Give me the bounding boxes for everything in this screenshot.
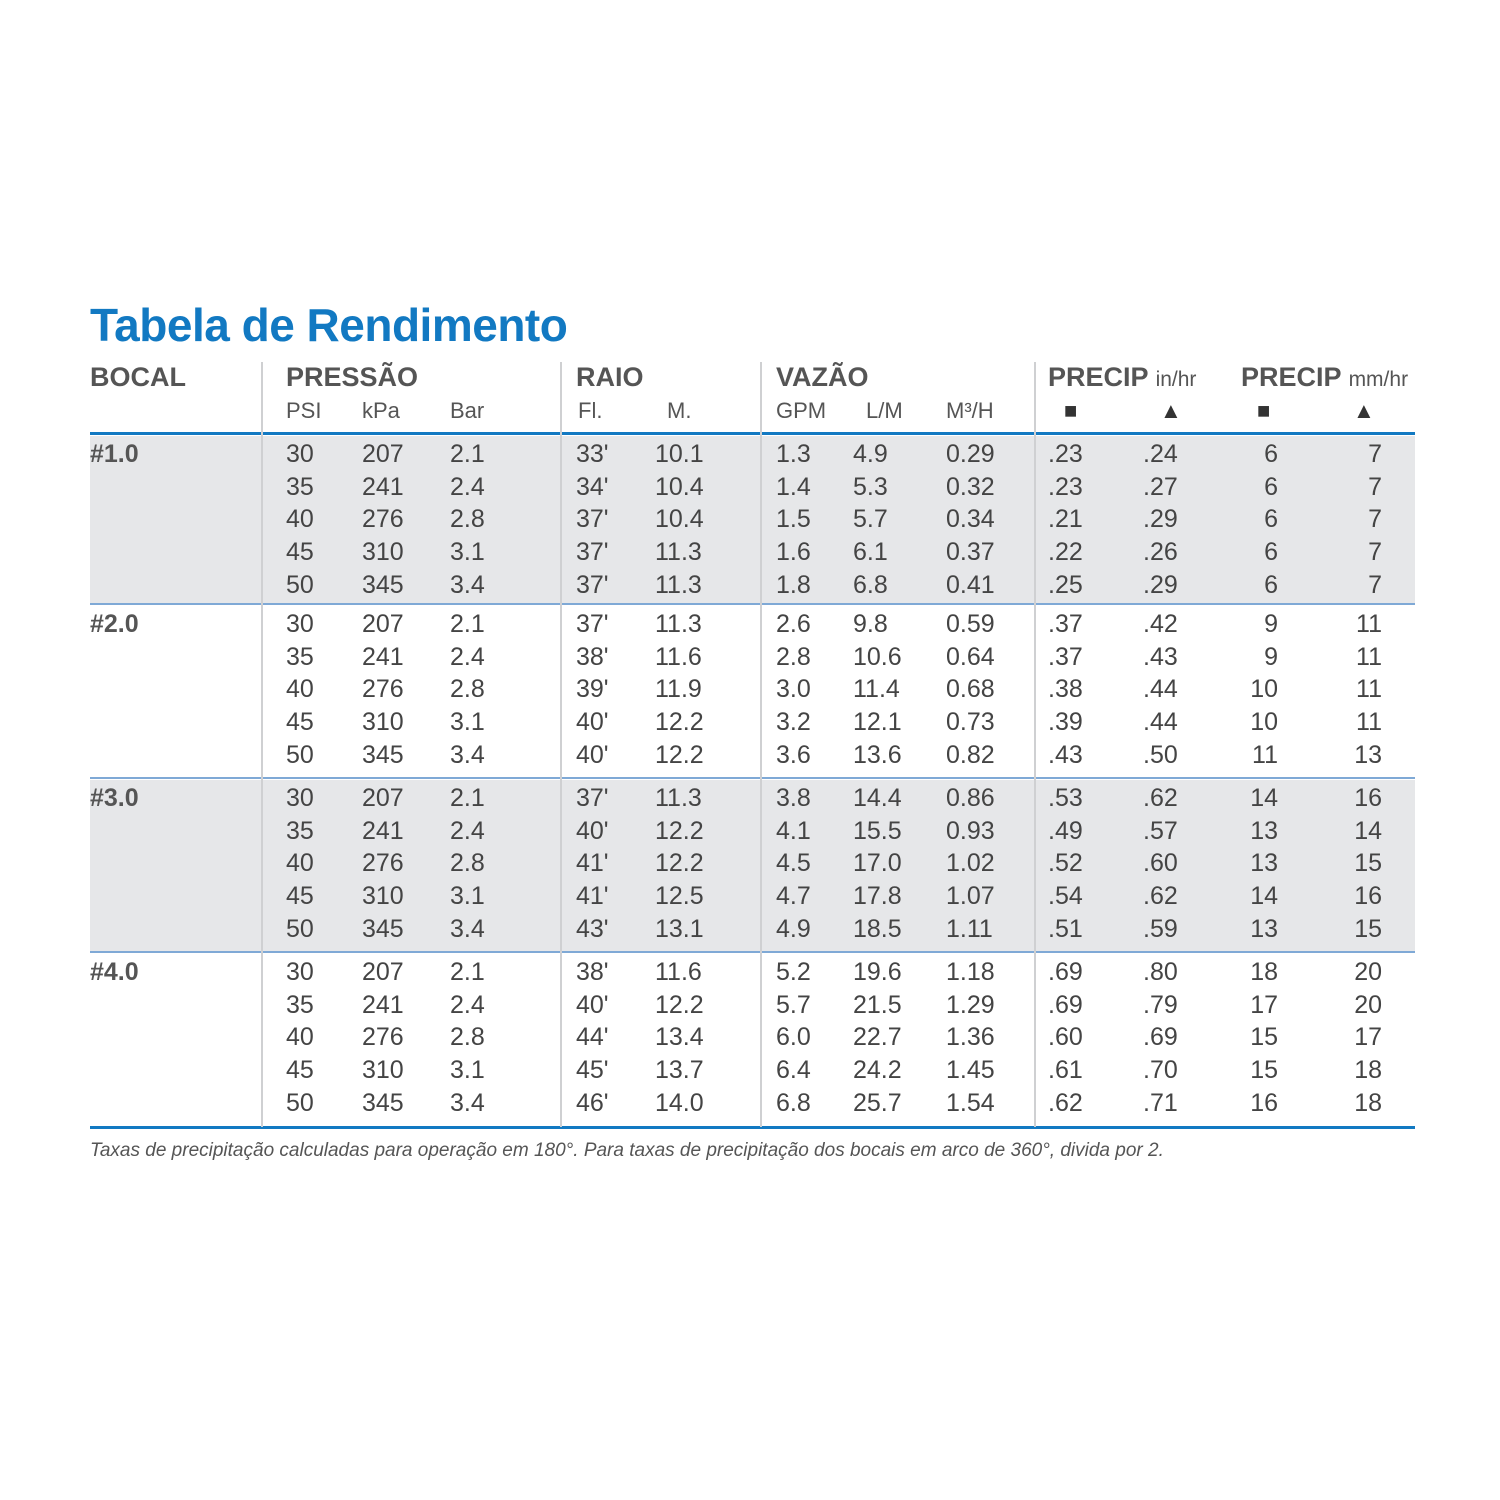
table-cell: 11.6 (655, 958, 702, 986)
table-cell: 18 (1354, 1056, 1382, 1085)
page-title: Tabela de Rendimento (90, 299, 568, 351)
table-cell: 9 (1264, 610, 1278, 638)
table-cell: 12.2 (655, 816, 704, 845)
header-precip-label: PRECIP (1048, 362, 1149, 392)
table-cell: 14 (1250, 784, 1278, 812)
table-cell: 1.6 (776, 538, 811, 567)
table-cell: 7 (1368, 440, 1382, 468)
table-cell: 5.7 (853, 505, 888, 534)
table-cell: 6.8 (776, 1088, 811, 1117)
table-cell: 11.3 (655, 538, 702, 567)
table-cell: 50 (286, 1088, 314, 1117)
table-cell: 13.1 (655, 914, 704, 943)
table-cell: 50 (286, 914, 314, 943)
bocal-label: #4.0 (90, 958, 139, 986)
table-cell: 13 (1354, 740, 1382, 769)
table-cell: 15 (1250, 1023, 1278, 1052)
table-cell: 50 (286, 740, 314, 769)
table-cell: 241 (362, 990, 404, 1019)
table-cell: .60 (1143, 849, 1178, 878)
table-cell: 41' (576, 849, 609, 878)
table-cell: 13 (1250, 849, 1278, 878)
table-cell: 2.1 (450, 958, 485, 986)
table-cell: 5.7 (776, 990, 811, 1019)
table-cell: 3.4 (450, 570, 485, 599)
table-cell: 35 (286, 816, 314, 845)
table-cell: 1.02 (946, 849, 995, 878)
table-cell: .44 (1143, 675, 1178, 704)
subheader-lm: L/M (866, 398, 903, 423)
table-cell: 241 (362, 472, 404, 501)
table-cell: 1.3 (776, 440, 811, 468)
table-cell: 0.37 (946, 538, 995, 567)
table-cell: 11 (1356, 708, 1382, 737)
table-cell: .38 (1048, 675, 1083, 704)
table-cell: 3.1 (450, 882, 485, 911)
table-cell: .37 (1048, 642, 1083, 671)
table-cell: 40 (286, 505, 314, 534)
table-cell: 3.4 (450, 740, 485, 769)
table-cell: 3.4 (450, 914, 485, 943)
table-cell: .23 (1048, 472, 1083, 501)
table-cell: 11.3 (655, 784, 702, 812)
table-cell: .43 (1048, 740, 1083, 769)
table-cell: .44 (1143, 708, 1178, 737)
table-cell: .53 (1048, 784, 1083, 812)
table-cell: 241 (362, 816, 404, 845)
header-precip-in (1048, 362, 1196, 393)
table-cell: 0.86 (946, 784, 995, 812)
table-cell: .70 (1143, 1056, 1178, 1085)
table-cell: 3.1 (450, 1056, 485, 1085)
footnote: Taxas de precipitação calculadas para operação em 180°. Para taxas de precipitação dos bocais em arco de 360°, divida por 2. (90, 1140, 1164, 1161)
table-cell: 2.8 (450, 849, 485, 878)
table-cell: 40' (576, 740, 609, 769)
table-cell: 46' (576, 1088, 609, 1117)
table-cell: 11.4 (853, 675, 900, 704)
table-cell: .25 (1048, 570, 1083, 599)
table-cell: .26 (1143, 538, 1178, 567)
table-cell: 3.6 (776, 740, 811, 769)
table-cell: 276 (362, 849, 404, 878)
table-cell: 207 (362, 440, 404, 468)
table-cell: .71 (1143, 1088, 1178, 1117)
table-cell: 2.4 (450, 642, 485, 671)
table-cell: 11.6 (655, 642, 702, 671)
table-cell: 13.4 (655, 1023, 704, 1052)
table-cell: .69 (1048, 990, 1083, 1019)
table-cell: 11 (1356, 642, 1382, 671)
table-cell: 7 (1368, 505, 1382, 534)
table-cell: .62 (1143, 882, 1178, 911)
header-pressao: PRESSÃO (286, 362, 419, 392)
column-divider (760, 362, 762, 1127)
table-cell: 1.45 (946, 1056, 995, 1085)
column-divider (560, 362, 562, 1127)
table-cell: 33' (576, 440, 609, 468)
table-cell: 310 (362, 882, 404, 911)
header-precip-label: PRECIP (1241, 362, 1342, 392)
table-cell: 2.4 (450, 472, 485, 501)
table-cell: .51 (1048, 914, 1083, 943)
table-cell: 10 (1250, 708, 1278, 737)
table-cell: 37' (576, 505, 609, 534)
bocal-label: #3.0 (90, 784, 139, 812)
table-cell: 16 (1354, 784, 1382, 812)
table-cell: 37' (576, 538, 609, 567)
table-cell: 12.5 (655, 882, 704, 911)
table-cell: .21 (1048, 505, 1083, 534)
table-cell: 37' (576, 570, 609, 599)
table-cell: 45' (576, 1056, 609, 1085)
table-cell: 310 (362, 708, 404, 737)
table-cell: 16 (1354, 882, 1382, 911)
table-cell: 17.8 (853, 882, 902, 911)
bocal-label: #1.0 (90, 440, 139, 468)
table-cell: .27 (1143, 472, 1178, 501)
table-cell: 1.29 (946, 990, 995, 1019)
table-cell: 11 (1356, 610, 1382, 638)
table-cell: 207 (362, 958, 404, 986)
subheader-fl: Fl. (578, 398, 603, 423)
table-cell: 40' (576, 990, 609, 1019)
table-cell: .29 (1143, 570, 1178, 599)
triangle-icon: ▲ (1353, 398, 1375, 423)
table-cell: 6 (1264, 505, 1278, 534)
table-cell: 30 (286, 958, 314, 986)
table-cell: 10.1 (655, 440, 704, 468)
table-cell: .49 (1048, 816, 1083, 845)
table-cell: 1.07 (946, 882, 995, 911)
table-cell: 14.4 (853, 784, 902, 812)
table-cell: 3.4 (450, 1088, 485, 1117)
table-cell: 13 (1250, 816, 1278, 845)
table-cell: 7 (1368, 472, 1382, 501)
table-cell: 41' (576, 882, 609, 911)
table-cell: 10.6 (853, 642, 902, 671)
table-cell: 207 (362, 610, 404, 638)
table-cell: 7 (1368, 538, 1382, 567)
table-cell: .39 (1048, 708, 1083, 737)
table-cell: .79 (1143, 990, 1178, 1019)
table-cell: 2.8 (776, 642, 811, 671)
table-cell: 34' (576, 472, 609, 501)
table-cell: 45 (286, 538, 314, 567)
header-precip-unit-mm: mm/hr (1348, 368, 1409, 391)
table-cell: 241 (362, 642, 404, 671)
table-cell: 2.4 (450, 816, 485, 845)
divider (90, 1126, 1415, 1129)
table-cell: .61 (1048, 1056, 1083, 1085)
table-cell: 15 (1354, 849, 1382, 878)
table-cell: 50 (286, 570, 314, 599)
table-cell: 18.5 (853, 914, 902, 943)
table-cell: 2.1 (450, 440, 485, 468)
table-cell: 40 (286, 675, 314, 704)
table-cell: .54 (1048, 882, 1083, 911)
table-cell: 2.1 (450, 610, 485, 638)
column-divider (1034, 362, 1036, 1127)
table-cell: .42 (1143, 610, 1178, 638)
table-cell: 12.2 (655, 990, 704, 1019)
table-cell: 1.18 (946, 958, 995, 986)
table-cell: 24.2 (853, 1056, 902, 1085)
table-cell: 14 (1354, 816, 1382, 845)
table-cell: 2.1 (450, 784, 485, 812)
table-cell: 2.6 (776, 610, 811, 638)
table-cell: 11 (1356, 675, 1382, 704)
table-cell: 38' (576, 958, 609, 986)
table-cell: 1.36 (946, 1023, 995, 1052)
table-cell: 3.0 (776, 675, 811, 704)
table-cell: .57 (1143, 816, 1178, 845)
table-cell: 310 (362, 538, 404, 567)
table-cell: 3.8 (776, 784, 811, 812)
triangle-icon: ▲ (1160, 398, 1182, 423)
table-cell: .62 (1048, 1088, 1083, 1117)
table-cell: .52 (1048, 849, 1083, 878)
table-cell: 2.8 (450, 1023, 485, 1052)
header-vazao: VAZÃO (776, 362, 869, 392)
table-cell: 15.5 (853, 816, 902, 845)
table-cell: 6 (1264, 472, 1278, 501)
table-cell: .24 (1143, 440, 1178, 468)
table-cell: 6.0 (776, 1023, 811, 1052)
table-cell: 345 (362, 570, 404, 599)
table-cell: 4.9 (853, 440, 888, 468)
divider (90, 951, 1415, 953)
table-cell: 0.34 (946, 505, 995, 534)
table-cell: 12.2 (655, 849, 704, 878)
table-cell: 6.1 (853, 538, 888, 567)
subheader-psi: PSI (286, 398, 322, 423)
table-cell: 345 (362, 740, 404, 769)
header-precip-mm (1241, 362, 1408, 393)
table-cell: 310 (362, 1056, 404, 1085)
table-cell: 10.4 (655, 505, 704, 534)
table-cell: 17.0 (853, 849, 902, 878)
table-cell: 5.3 (853, 472, 888, 501)
table-cell: 39' (576, 675, 609, 704)
table-cell: 17 (1354, 1023, 1382, 1052)
table-cell: 1.4 (776, 472, 811, 501)
table-cell: 35 (286, 472, 314, 501)
table-cell: 1.8 (776, 570, 811, 599)
table-cell: 35 (286, 990, 314, 1019)
table-cell: .29 (1143, 505, 1178, 534)
table-cell: 22.7 (853, 1023, 902, 1052)
table-cell: 2.4 (450, 990, 485, 1019)
table-cell: 345 (362, 914, 404, 943)
divider (90, 777, 1415, 779)
table-cell: 13 (1250, 914, 1278, 943)
table-cell: 6 (1264, 440, 1278, 468)
header-bocal: BOCAL (90, 362, 186, 392)
table-cell: 0.59 (946, 610, 995, 638)
table-cell: 45 (286, 708, 314, 737)
table-cell: 0.41 (946, 570, 995, 599)
table-cell: 0.82 (946, 740, 995, 769)
table-cell: 0.73 (946, 708, 995, 737)
table-cell: 11.9 (655, 675, 702, 704)
table-cell: 30 (286, 784, 314, 812)
table-cell: 0.68 (946, 675, 995, 704)
table-cell: 19.6 (853, 958, 902, 986)
table-cell: 0.64 (946, 642, 995, 671)
table-cell: 25.7 (853, 1088, 902, 1117)
table-cell: 35 (286, 642, 314, 671)
table-cell: 37' (576, 784, 609, 812)
table-cell: 18 (1250, 958, 1278, 986)
table-cell: 4.9 (776, 914, 811, 943)
table-cell: 2.8 (450, 505, 485, 534)
table-cell: 16 (1250, 1088, 1278, 1117)
table-cell: 10.4 (655, 472, 704, 501)
table-cell: 6 (1264, 570, 1278, 599)
table-cell: 14 (1250, 882, 1278, 911)
table-cell: .43 (1143, 642, 1178, 671)
table-cell: .22 (1048, 538, 1083, 567)
table-cell: 1.11 (946, 914, 993, 943)
table-cell: 11 (1252, 740, 1278, 769)
table-cell: 207 (362, 784, 404, 812)
table-cell: 3.1 (450, 708, 485, 737)
table-cell: .59 (1143, 914, 1178, 943)
divider (90, 432, 1415, 435)
table-cell: .80 (1143, 958, 1178, 986)
table-cell: 276 (362, 675, 404, 704)
table-cell: 20 (1354, 958, 1382, 986)
table-cell: 21.5 (853, 990, 902, 1019)
table-cell: .62 (1143, 784, 1178, 812)
table-cell: 0.32 (946, 472, 995, 501)
table-cell: 12.2 (655, 708, 704, 737)
subheader-gpm: GPM (776, 398, 827, 423)
table-cell: .60 (1048, 1023, 1083, 1052)
table-cell: 6.4 (776, 1056, 811, 1085)
table-cell: 37' (576, 610, 609, 638)
bocal-label: #2.0 (90, 610, 139, 638)
table-cell: .50 (1143, 740, 1178, 769)
table-cell: 276 (362, 505, 404, 534)
table-cell: 9.8 (853, 610, 888, 638)
table-cell: 12.1 (853, 708, 902, 737)
divider (90, 603, 1415, 605)
header-raio: RAIO (576, 362, 644, 392)
table-cell: .37 (1048, 610, 1083, 638)
table-cell: 17 (1250, 990, 1278, 1019)
table-cell: 2.8 (450, 675, 485, 704)
table-cell: 3.2 (776, 708, 811, 737)
table-cell: 30 (286, 440, 314, 468)
table-cell: 12.2 (655, 740, 704, 769)
table-cell: 11.3 (655, 610, 702, 638)
subheader-m3h: M³/H (946, 398, 994, 423)
table-cell: 43' (576, 914, 609, 943)
table-cell: 4.1 (776, 816, 811, 845)
subheader-m: M. (667, 398, 692, 423)
table-cell: 30 (286, 610, 314, 638)
table-cell: 1.5 (776, 505, 811, 534)
table-cell: 14.0 (655, 1088, 704, 1117)
subheader-bar: Bar (450, 398, 485, 423)
header-precip-unit-in: in/hr (1155, 368, 1197, 391)
table-cell: 7 (1368, 570, 1382, 599)
table-cell: 1.54 (946, 1088, 995, 1117)
table-cell: 15 (1354, 914, 1382, 943)
table-cell: 38' (576, 642, 609, 671)
table-cell: 10 (1250, 675, 1278, 704)
table-cell: 0.29 (946, 440, 995, 468)
table-cell: 44' (576, 1023, 609, 1052)
table-cell: 20 (1354, 990, 1382, 1019)
table-cell: 4.5 (776, 849, 811, 878)
table-cell: 9 (1264, 642, 1278, 671)
square-icon: ■ (1257, 398, 1271, 423)
table-cell: 5.2 (776, 958, 811, 986)
table-cell: 40' (576, 816, 609, 845)
table-cell: 3.1 (450, 538, 485, 567)
table-cell: 0.93 (946, 816, 995, 845)
table-cell: 18 (1354, 1088, 1382, 1117)
table-cell: 4.7 (776, 882, 811, 911)
table-cell: .69 (1143, 1023, 1178, 1052)
table-cell: 11.3 (655, 570, 702, 599)
table-cell: 45 (286, 882, 314, 911)
table-cell: 13.7 (655, 1056, 704, 1085)
table-cell: .69 (1048, 958, 1083, 986)
table-cell: 40' (576, 708, 609, 737)
table-cell: .23 (1048, 440, 1083, 468)
table-cell: 276 (362, 1023, 404, 1052)
table-cell: 15 (1250, 1056, 1278, 1085)
table-cell: 40 (286, 1023, 314, 1052)
table-cell: 40 (286, 849, 314, 878)
column-divider (261, 362, 263, 1127)
table-cell: 13.6 (853, 740, 902, 769)
table-cell: 45 (286, 1056, 314, 1085)
square-icon: ■ (1064, 398, 1078, 423)
subheader-kpa: kPa (362, 398, 400, 423)
table-cell: 345 (362, 1088, 404, 1117)
table-cell: 6 (1264, 538, 1278, 567)
table-cell: 6.8 (853, 570, 888, 599)
